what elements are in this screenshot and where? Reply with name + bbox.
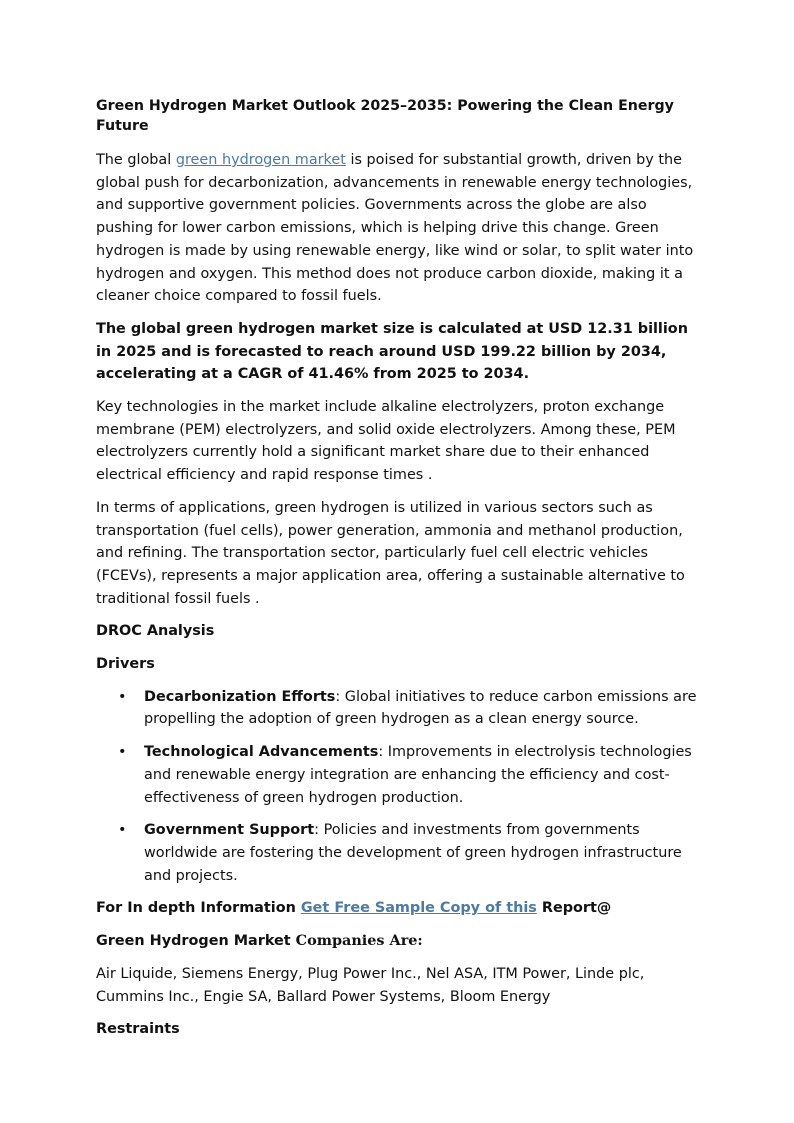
restraints-heading: Restraints [96, 1021, 180, 1038]
technologies-paragraph: Key technologies in the market include alkaline electrolyzers, proton exchange membrane (PEM) electrolyzers, and solid oxide electrolyzers. Among these, PEM electrolyzers currently hold a significant market share due to their enhanced electrical efficiency and rapid response times . [96, 399, 676, 484]
bullet-icon: • [118, 822, 127, 839]
driver-text: : Policies and investments from governments worldwide are fostering the development of green hydrogen infrastructure and projects. [144, 822, 682, 884]
driver-text: : Global initiatives to reduce carbon emissions are propelling the adoption of green hydrogen as a clean energy source. [144, 688, 697, 728]
driver-label: Decarbonization Efforts [144, 688, 336, 705]
companies-list: Air Liquide, Siemens Energy, Plug Power Inc., Nel ASA, ITM Power, Linde plc, Cummins Inc., Engie SA, Ballard Power Systems, Bloom Energy [96, 965, 645, 1005]
list-item [96, 686, 700, 731]
bullet-icon: • [118, 744, 127, 761]
companies-heading-part2: Companies Are: [295, 932, 423, 950]
drivers-list [96, 686, 700, 888]
droc-heading: DROC Analysis [96, 623, 215, 640]
companies-heading-part1: Green Hydrogen Market [96, 933, 296, 950]
document-page [96, 96, 700, 1051]
sample-prefix: For In depth Information [96, 900, 301, 917]
list-item [96, 741, 700, 809]
drivers-heading: Drivers [96, 656, 155, 673]
page-title: Green Hydrogen Market Outlook 2025–2035: Powering the Clean Energy Future [96, 98, 674, 134]
applications-paragraph: In terms of applications, green hydrogen is utilized in various sectors such as transportation (fuel cells), power generation, ammonia and methanol production, and refining. The transportation sector, particularly fuel cell electric vehicles (FCEVs), represents a major application area, offering a sustainable alternative to traditional fossil fuels . [96, 499, 685, 607]
green-hydrogen-market-link[interactable]: green hydrogen market [175, 152, 346, 168]
driver-text: : Improvements in electrolysis technologies and renewable energy integration are enhancing the efficiency and cost-effectiveness of green hydrogen production. [144, 744, 692, 806]
intro-text-before: The global [96, 152, 176, 168]
driver-label: Government Support [144, 822, 315, 839]
sample-request-line [96, 897, 700, 920]
list-item [96, 819, 700, 887]
market-size-paragraph: The global green hydrogen market size is calculated at USD 12.31 billion in 2025 and is forecasted to reach around USD 199.22 billion by 2034, accelerating at a CAGR of 41.46% from 2025 to 2034. [96, 320, 688, 383]
intro-text-after: is poised for substantial growth, driven by the global push for decarbonization, advancements in renewable energy technologies, and supportive government policies. Governments across the globe are also pushing for lower carbon emissions, which is helping drive this change. Green hydrogen is made by using renewable energy, like wind or solar, to split water into hydrogen and oxygen. This method does not produce carbon dioxide, making it a cleaner choice compared to fossil fuels. [96, 152, 694, 305]
driver-label: Technological Advancements [144, 744, 379, 761]
intro-paragraph [96, 149, 700, 308]
companies-heading [96, 930, 700, 953]
bullet-icon: • [118, 688, 127, 705]
sample-suffix: Report@ [536, 900, 612, 917]
free-sample-link[interactable]: Get Free Sample Copy of this [300, 900, 537, 917]
